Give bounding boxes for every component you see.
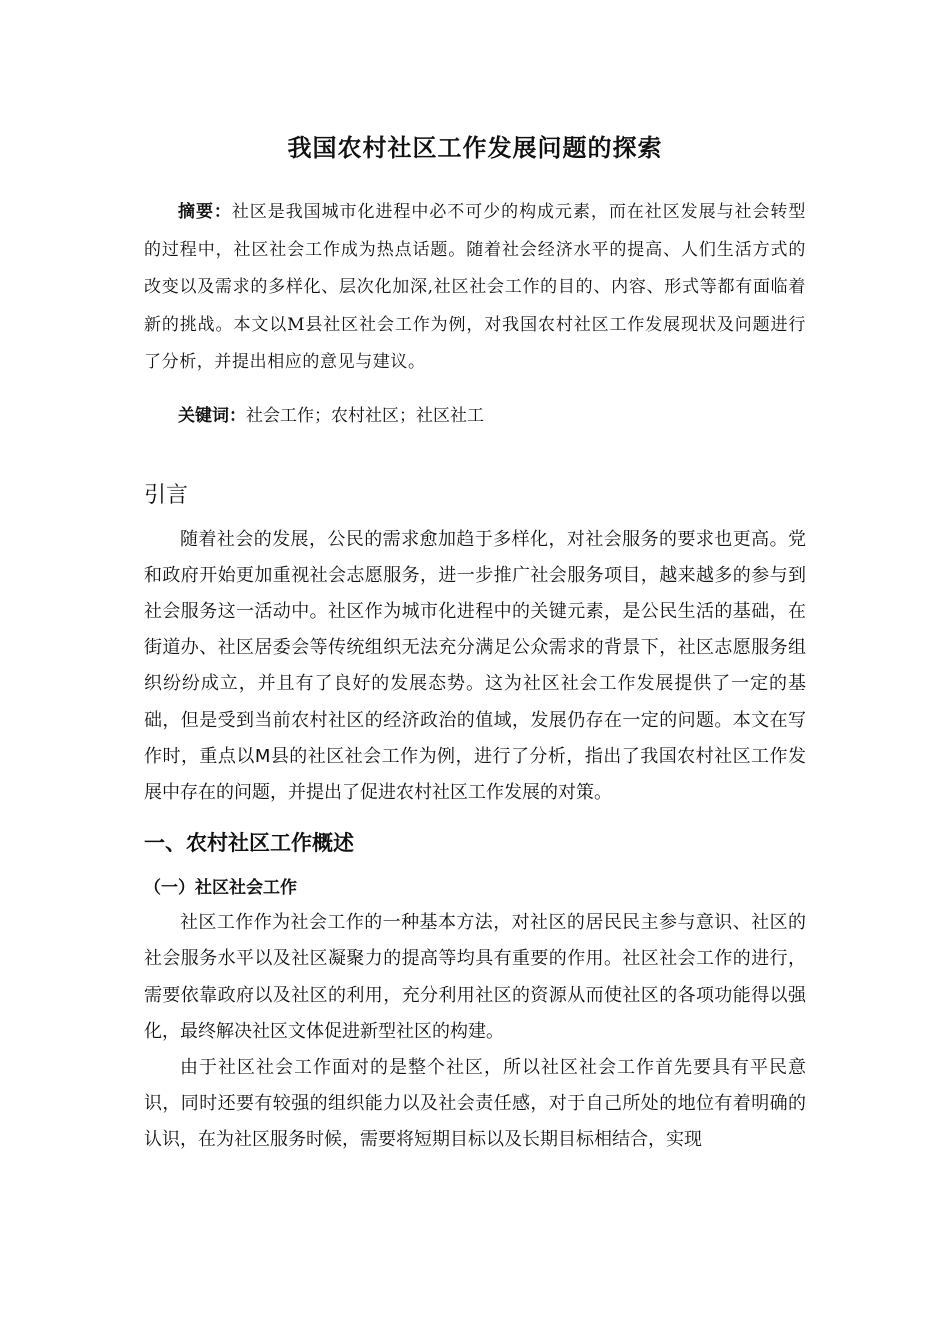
keywords bbox=[144, 399, 806, 433]
document-title: 我国农村社区工作发展问题的探索 bbox=[287, 134, 663, 162]
document-page bbox=[144, 128, 806, 1159]
subsection1-paragraph-2: 由于社区社会工作面对的是整个社区，所以社区社会工作首先要具有平民意识，同时还要有较强的组织能力以及社会责任感，对于自己所处的地位有着明确的认识，在为社区服务时候，需要将短期目标以及长期目标相结合，实现 bbox=[144, 1056, 806, 1151]
abstract-text: 社区是我国城市化进程中必不可少的构成元素，而在社区发展与社会转型的过程中，社区社会工作成为热点话题。随着社会经济水平的提高、人们生活方式的改变以及需求的多样化、层次化加深,社区社会工作的目的、内容、形式等都有面临着新的挑战。本文以M县社区社会工作为例，对我国农村社区工作发展现状及问题进行了分析，并提出相应的意见与建议。 bbox=[144, 202, 806, 372]
subsection1-heading: （一）社区社会工作 bbox=[144, 878, 297, 899]
subsection1-paragraph-1: 社区工作作为社会工作的一种基本方法，对社区的居民民主参与意识、社区的社会服务水平以及社区凝聚力的提高等均具有重要的作用。社区社会工作的进行，需要依靠政府以及社区的利用，充分利用社区的资源从而使社区的各项功能得以强化，最终解决社区文体促进新型社区的构建。 bbox=[144, 912, 806, 1042]
intro-paragraph: 随着社会的发展，公民的需求愈加趋于多样化，对社会服务的要求也更高。党和政府开始更加重视社会志愿服务，进一步推广社会服务项目，越来越多的参与到社会服务这一活动中。社区作为城市化进程中的关键元素，是公民生活的基础，在街道办、社区居委会等传统组织无法充分满足公众需求的背景下，社区志愿服务组织纷纷成立，并且有了良好的发展态势。这为社区社会工作发展提供了一定的基础，但是受到当前农村社区的经济政治的值域，发展仍存在一定的问题。本文在写作时，重点以M县的社区社会工作为例，进行了分析，指出了我国农村社区工作发展中存在的问题，并提出了促进农村社区工作发展的对策。 bbox=[144, 528, 806, 803]
section1-heading: 一、农村社区工作概述 bbox=[144, 831, 354, 856]
abstract bbox=[144, 194, 806, 382]
keywords-text: 社会工作；农村社区；社区社工 bbox=[246, 405, 484, 426]
abstract-label: 摘要： bbox=[178, 202, 232, 222]
intro-heading: 引言 bbox=[144, 482, 189, 508]
keywords-label: 关键词： bbox=[178, 405, 246, 426]
